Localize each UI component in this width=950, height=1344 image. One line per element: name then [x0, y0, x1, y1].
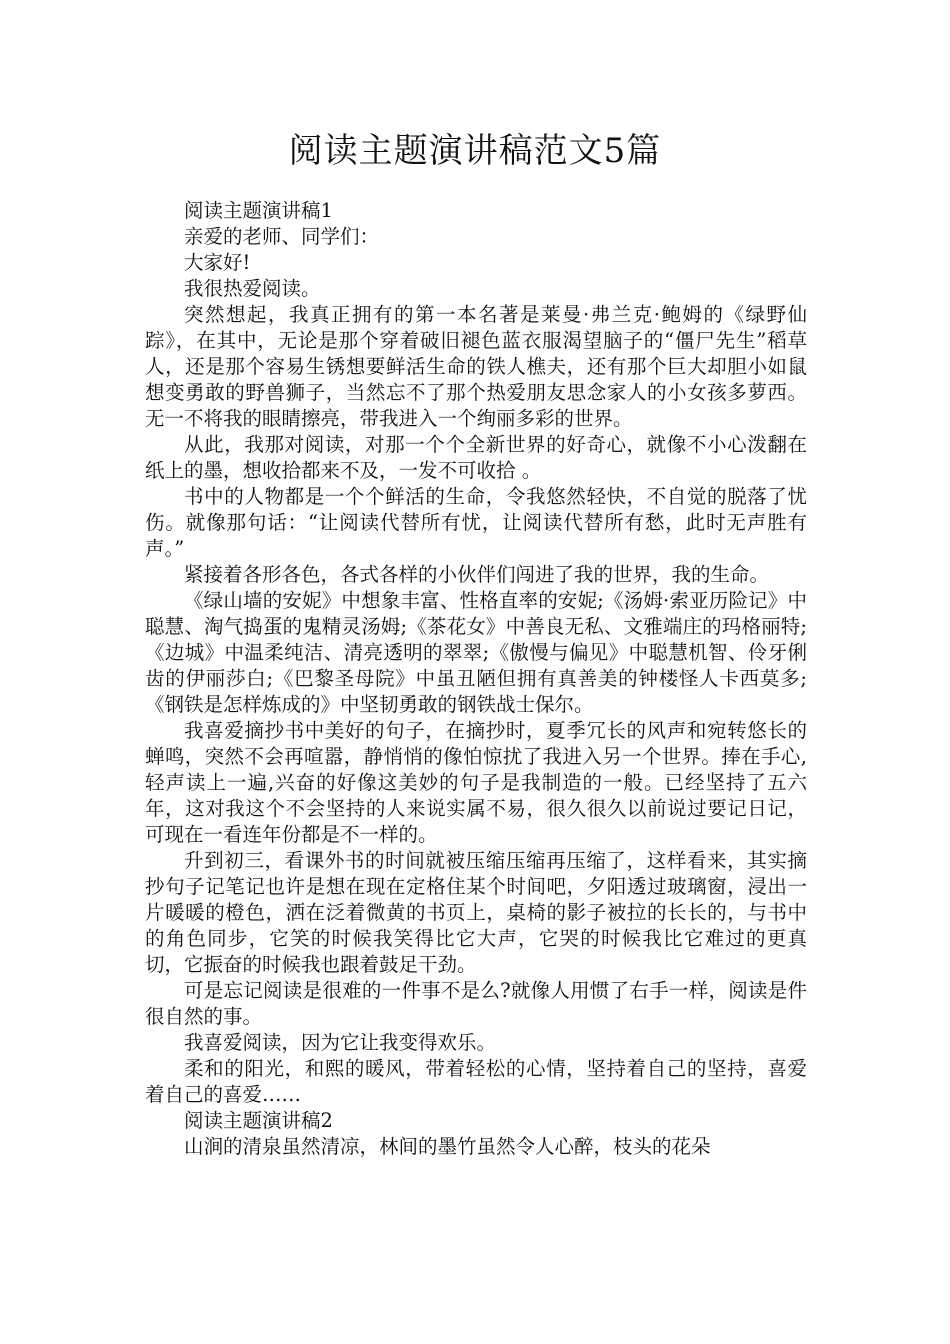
paragraph: 紧接着各形各色，各式各样的小伙伴们闯进了我的世界，我的生命。 — [184, 563, 770, 586]
paragraph: 山涧的清泉虽然清凉，林间的墨竹虽然令人心醉，枝头的花朵 — [184, 1135, 711, 1158]
paragraph: 柔和的阳光，和熙的暖风，带着轻松的心情，坚持着自己的坚持，喜爱着自己的喜爱…… — [145, 1057, 807, 1106]
salutation: 亲爱的老师、同学们： — [184, 225, 380, 248]
paragraph: 升到初三，看课外书的时间就被压缩压缩再压缩了，这样看来，其实摘抄句子记笔记也许是想在现在定格住某个时间吧，夕阳透过玻璃窗，浸出一片暖暖的橙色，洒在泛着微黄的书页上，桌椅的影子被拉的长长的，与书中的角色同步，它笑的时候我笑得比它大声，它哭的时候我比它难过的更真切，它振奋的时候我也跟着鼓足干劲。 — [145, 849, 807, 976]
paragraph: 我喜爱阅读，因为它让我变得欢乐。 — [184, 1031, 497, 1054]
section-heading: 阅读主题演讲稿2 — [184, 1109, 333, 1132]
greeting: 大家好! — [184, 251, 251, 274]
paragraph: 突然想起，我真正拥有的第一本名著是莱曼·弗兰克·鲍姆的《绿野仙踪》，在其中，无论是那个穿着破旧褪色蓝衣服渴望脑子的“僵尸先生”稻草人，还是那个容易生锈想要鲜活生命的铁人樵夫，还有那个巨大却胆小如鼠想变勇敢的野兽狮子，当然忘不了那个热爱朋友思念家人的小女孩多萝西。无一不将我的眼睛擦亮，带我进入一个绚丽多彩的世界。 — [145, 303, 807, 430]
paragraph: 我喜爱摘抄书中美好的句子，在摘抄时，夏季冗长的风声和宛转悠长的蝉鸣，突然不会再喧嚣，静悄悄的像怕惊扰了我进入另一个世界。捧在手心,轻声读上一遍,兴奋的好像这美妙的句子是我制造的一般。已经坚持了五六年，这对我这个不会坚持的人来说实属不易，很久很久以前说过要记日记，可现在一看连年份都是不一样的。 — [145, 719, 807, 846]
document-title: 阅读主题演讲稿范文5篇 — [288, 131, 662, 171]
paragraph: 我很热爱阅读。 — [184, 277, 321, 300]
paragraph: 书中的人物都是一个个鲜活的生命，令我悠然轻快，不自觉的脱落了忧伤。就像那句话：“让阅读代替所有忧，让阅读代替所有愁，此时无声胜有声。” — [145, 485, 807, 560]
document-body — [145, 198, 807, 1160]
section-heading: 阅读主题演讲稿1 — [184, 199, 333, 222]
paragraph: 可是忘记阅读是很难的一件事不是么?就像人用惯了右手一样，阅读是件很自然的事。 — [145, 979, 807, 1028]
paragraph: 从此，我那对阅读，对那一个个全新世界的好奇心，就像不小心泼翻在纸上的墨，想收拾都来不及，一发不可收拾 。 — [145, 433, 807, 482]
paragraph: 《绿山墙的安妮》中想象丰富、性格直率的安妮;《汤姆·索亚历险记》中聪慧、淘气捣蛋的鬼精灵汤姆;《茶花女》中善良无私、文雅端庄的玛格丽特;《边城》中温柔纯洁、清亮透明的翠翠;《傲慢与偏见》中聪慧机智、伶牙俐齿的伊丽莎白;《巴黎圣母院》中虽丑陋但拥有真善美的钟楼怪人卡西莫多;《钢铁是怎样炼成的》中坚韧勇敢的钢铁战士保尔。 — [145, 589, 807, 716]
